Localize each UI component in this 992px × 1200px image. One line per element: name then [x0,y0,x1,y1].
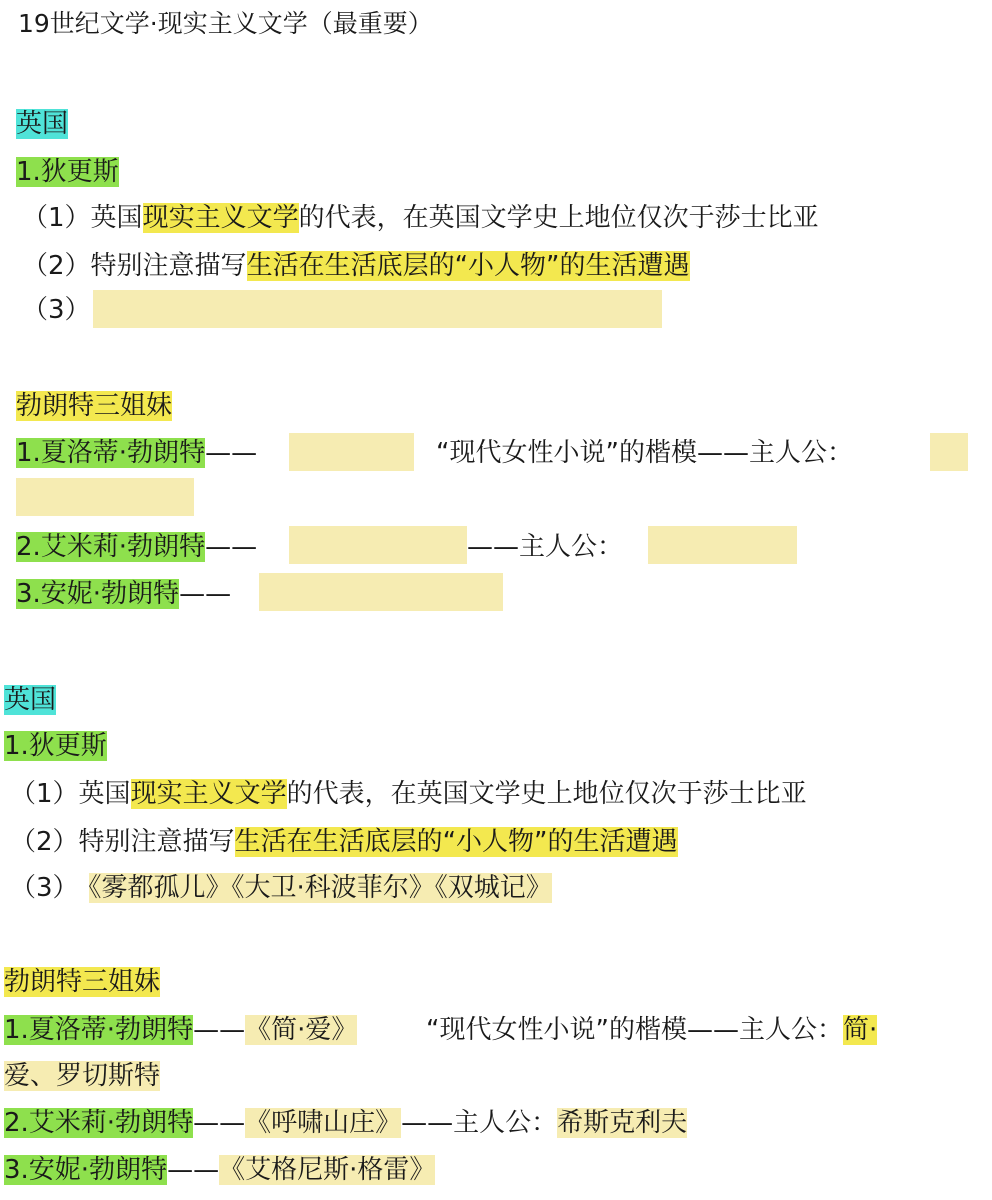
charlotte-line-1 [16,435,257,471]
charlotte-line-2 [4,1012,357,1048]
point-number: （2） [10,827,79,857]
dickens-point-2 [22,248,690,284]
fill-blank-hero-cont [16,478,194,516]
author-heading: 1.狄更斯 [16,157,119,187]
country-label: 英国 [16,109,69,139]
emily-line-1 [16,529,257,565]
page-title: 19世纪文学·现实主义文学（最重要） [18,9,433,38]
description: ——主人公： [401,1108,558,1138]
point-text: 英国 [90,203,143,233]
author-name: 3.安妮·勃朗特 [4,1155,168,1185]
author-heading: 1.狄更斯 [4,731,107,761]
dickens-point-3-answer [10,870,552,906]
point-text: 的代表，在英国文学史上地位仅次于莎士比亚 [298,203,819,233]
description: “现代女性小说”的楷模——主人公： [426,1015,843,1045]
author-name: 2.艾米莉·勃朗特 [4,1108,194,1138]
dash: —— [193,1108,246,1138]
point-number: （1） [22,203,91,233]
highlight-term: 生活在生活底层的“小人物”的生活遭遇 [234,827,678,857]
charlotte-desc-2 [426,1012,877,1048]
author-name: 3.安妮·勃朗特 [16,579,180,609]
fill-blank-work [289,526,467,564]
point-number: （1） [10,779,79,809]
fill-blank-hero [930,433,968,471]
dash: —— [193,1015,246,1045]
work-title: 《艾格尼斯·格雷》 [219,1155,436,1185]
point-text: 的代表，在英国文学史上地位仅次于莎士比亚 [286,779,807,809]
dickens-point-3 [22,292,91,328]
bronte-heading-2 [4,964,160,1000]
section-country-2 [4,682,56,718]
charlotte-hero-cont [4,1058,160,1094]
country-label: 英国 [4,685,57,715]
fill-blank-hero [648,526,797,564]
dash: —— [205,532,258,562]
highlight-term: 生活在生活底层的“小人物”的生活遭遇 [246,251,690,281]
work-title: 《简·爱》 [245,1015,358,1045]
point-number: （3） [22,295,91,325]
dickens-point-2-answer [10,824,678,860]
dickens-heading-2 [4,728,107,764]
emily-desc-1: ——主人公： [467,532,624,562]
dickens-heading-1 [16,154,119,190]
author-name: 2.艾米莉·勃朗特 [16,532,206,562]
dickens-point-1 [22,200,819,236]
hero-name: 简· [842,1015,878,1045]
fill-blank-works [93,290,662,328]
hero-name: 希斯克利夫 [557,1108,688,1138]
anne-line-1 [16,576,231,612]
dickens-point-1-answer [10,776,807,812]
dash: —— [167,1155,220,1185]
works-list: 《雾都孤儿》《大卫·科波菲尔》《双城记》 [88,873,552,903]
section-heading: 勃朗特三姐妹 [16,391,173,421]
section-country-1 [16,106,68,142]
point-text: 特别注意描写 [90,251,247,281]
point-text: 特别注意描写 [78,827,235,857]
point-number: （2） [22,251,91,281]
emily-line-2 [4,1105,687,1141]
hero-name: 爱、罗切斯特 [4,1061,161,1091]
dash: —— [205,438,258,468]
point-text: 英国 [78,779,131,809]
anne-line-2 [4,1152,435,1188]
charlotte-desc-1: “现代女性小说”的楷模——主人公： [436,438,853,468]
fill-blank-work [259,573,503,611]
point-number: （3） [10,873,79,903]
fill-blank-work [289,433,414,471]
highlight-term: 现实主义文学 [142,203,299,233]
author-name: 1.夏洛蒂·勃朗特 [4,1015,194,1045]
highlight-term: 现实主义文学 [130,779,287,809]
author-name: 1.夏洛蒂·勃朗特 [16,438,206,468]
work-title: 《呼啸山庄》 [245,1108,402,1138]
bronte-heading-1 [16,388,172,424]
section-heading: 勃朗特三姐妹 [4,967,161,997]
dash: —— [179,579,232,609]
